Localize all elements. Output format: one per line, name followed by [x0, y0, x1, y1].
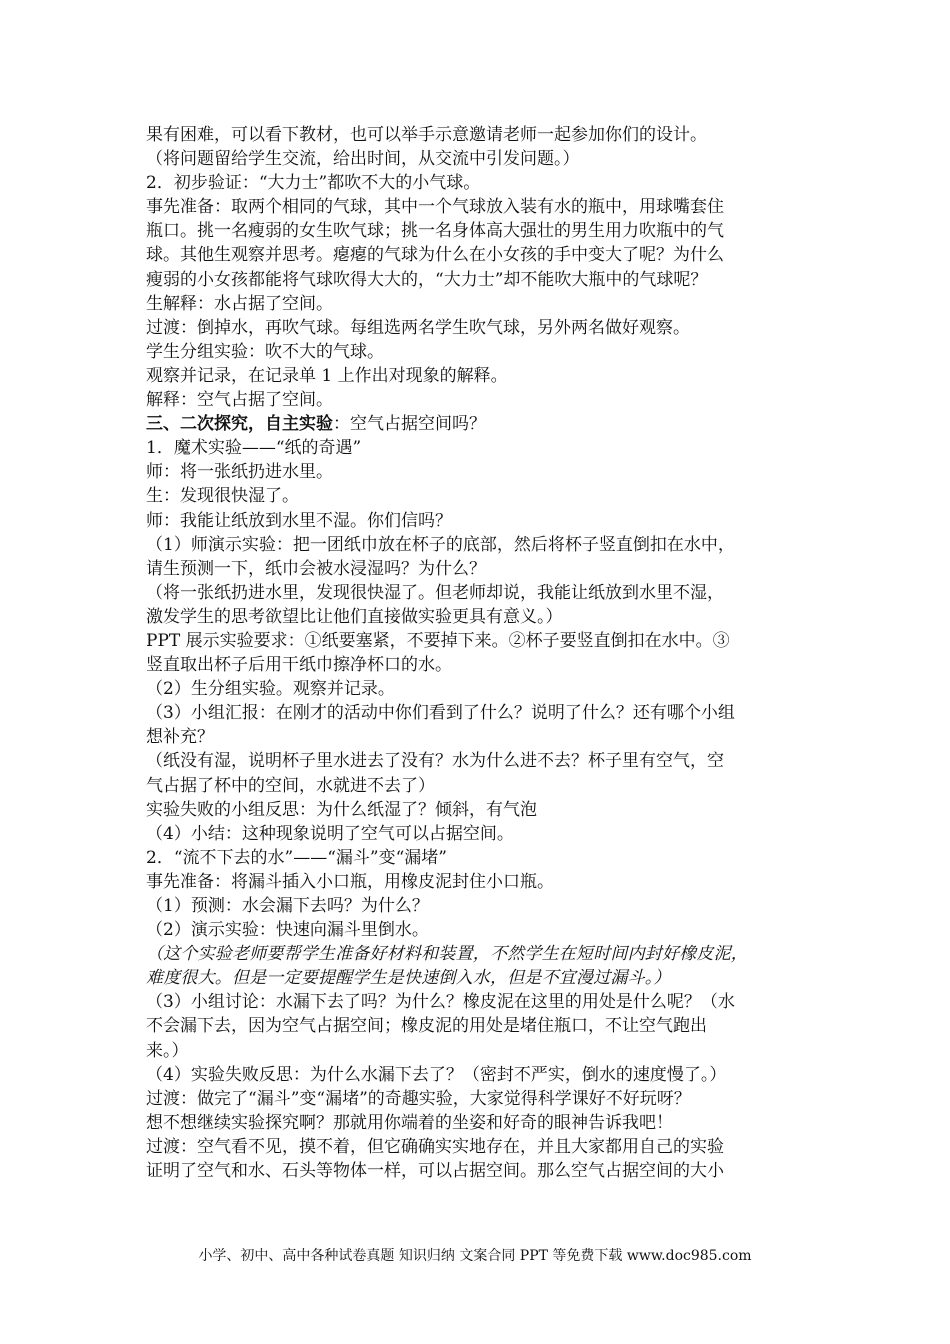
text-line: 想补充？ — [146, 727, 214, 748]
text-line: 想不想继续实验探究啊？那就用你端着的坐姿和好奇的眼神告诉我吧！ — [146, 1112, 673, 1133]
text-line: 球。其他生观察并思考。瘪瘪的气球为什么在小女孩的手中变大了呢？为什么 — [146, 245, 724, 266]
section-heading: 三、二次探究，自主实验 — [146, 414, 333, 435]
text-line: 解释：空气占据了空间。 — [146, 390, 333, 411]
text-line: 瘦弱的小女孩都能将气球吹得大大的，“大力士”却不能吹大瓶中的气球呢？ — [146, 269, 708, 290]
text-line: 来。） — [146, 1040, 189, 1061]
text-line: 请生预测一下，纸巾会被水浸湿吗？为什么？ — [146, 558, 486, 579]
text-line: （将一张纸扔进水里，发现很快湿了。但老师却说，我能让纸放到水里不湿， — [146, 582, 724, 603]
text-line: 生解释：水占据了空间。 — [146, 293, 333, 314]
text-line: 学生分组实验：吹不大的气球。 — [146, 341, 384, 362]
text-line: （4）实验失败反思：为什么水漏下去了？（密封不严实，倒水的速度慢了。） — [146, 1064, 727, 1085]
text-line: （3）小组讨论：水漏下去了吗？为什么？橡皮泥在这里的用处是什么呢？（水 — [146, 992, 735, 1013]
text-line: 实验失败的小组反思：为什么纸湿了？倾斜，有气泡 — [146, 799, 537, 820]
text-line: 事先准备：取两个相同的气球，其中一个气球放入装有水的瓶中，用球嘴套住 — [146, 197, 724, 218]
text-line: （纸没有湿，说明杯子里水进去了没有？水为什么进不去？杯子里有空气，空 — [146, 751, 724, 772]
text-line: 事先准备：将漏斗插入小口瓶，用橡皮泥封住小口瓶。 — [146, 871, 554, 892]
text-line: 过渡：空气看不见，摸不着，但它确确实实地存在，并且大家都用自己的实验 — [146, 1136, 724, 1157]
page-footer: 小学、初中、高中各种试卷真题 知识归纳 文案合同 PPT 等免费下载 www.doc985.com — [198, 1248, 752, 1264]
text-line: 2．“流不下去的水”——“漏斗”变“漏堵” — [146, 847, 447, 868]
text-line: 过渡：倒掉水，再吹气球。每组选两名学生吹气球，另外两名做好观察。 — [146, 317, 690, 338]
section-heading-rest: ：空气占据空间吗？ — [333, 414, 486, 435]
text-line: 果有困难，可以看下教材，也可以举手示意邀请老师一起参加你们的设计。 — [146, 125, 707, 145]
text-line: 观察并记录，在记录单 1 上作出对现象的解释。 — [146, 365, 508, 386]
text-line: 不会漏下去，因为空气占据空间；橡皮泥的用处是堵住瓶口，不让空气跑出 — [146, 1016, 707, 1037]
text-line: （将问题留给学生交流，给出时间，从交流中引发问题。） — [146, 149, 580, 170]
text-line: （2）演示实验：快速向漏斗里倒水。 — [146, 920, 429, 941]
text-line: 师：我能让纸放到水里不湿。你们信吗？ — [146, 510, 452, 531]
text-line: （2）生分组实验。观察并记录。 — [146, 679, 395, 700]
text-line: 证明了空气和水、石头等物体一样，可以占据空间。那么空气占据空间的大小 — [146, 1161, 724, 1182]
text-line: 瓶口。挑一名瘦弱的女生吹气球；挑一名身体高大强壮的男生用力吹瓶中的气 — [146, 221, 724, 242]
document-body — [146, 123, 816, 1183]
text-line: 1．魔术实验——“纸的奇遇” — [146, 438, 362, 459]
text-line: 激发学生的思考欲望比让他们直接做实验更具有意义。） — [146, 606, 563, 627]
text-line: 气占据了杯中的空间，水就进不去了） — [146, 775, 435, 796]
text-line: 竖直取出杯子后用干纸巾擦净杯口的水。 — [146, 655, 452, 676]
text-line: （3）小组汇报：在刚才的活动中你们看到了什么？说明了什么？还有哪个小组 — [146, 703, 735, 724]
text-line: （1）师演示实验：把一团纸巾放在杯子的底部，然后将杯子竖直倒扣在水中， — [146, 534, 735, 555]
text-line — [146, 412, 816, 436]
text-line: （4）小结：这种现象说明了空气可以占据空间。 — [146, 823, 514, 844]
text-line: （1）预测：水会漏下去吗？为什么？ — [146, 896, 429, 916]
teacher-note-line: 难度很大。但是一定要提醒学生是快速倒入水，但是不宜漫过漏斗。） — [146, 968, 671, 989]
teacher-note-line: （这个实验老师要帮学生准备好材料和装置，不然学生在短时间内封好橡皮泥， — [146, 944, 748, 965]
text-line: PPT 展示实验要求：①纸要塞紧，不要掉下来。②杯子要竖直倒扣在水中。③ — [146, 630, 730, 651]
text-line: 2．初步验证：“大力士”都吹不大的小气球。 — [146, 173, 481, 194]
text-line: 师：将一张纸扔进水里。 — [146, 462, 333, 483]
text-line: 生：发现很快湿了。 — [146, 486, 299, 507]
text-line: 过渡：做完了“漏斗”变“漏堵”的奇趣实验，大家觉得科学课好不好玩呀？ — [146, 1088, 691, 1109]
